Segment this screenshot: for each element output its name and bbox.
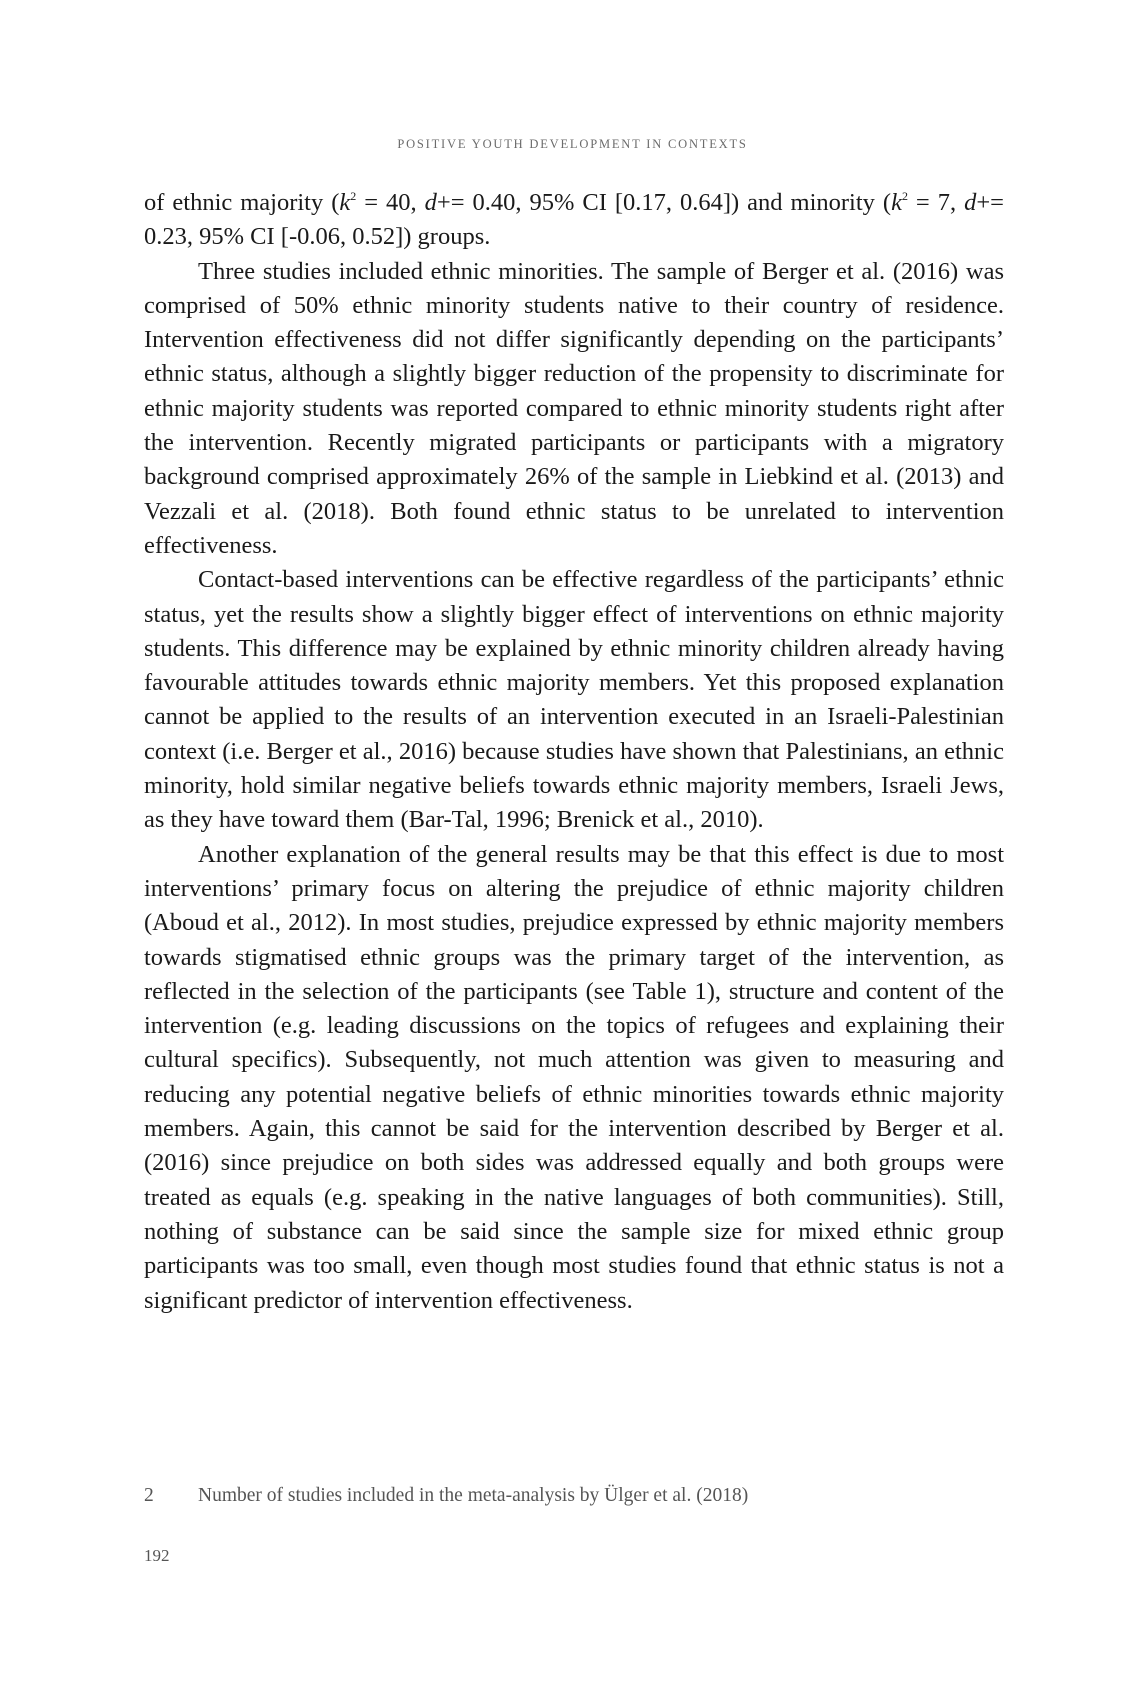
page-number: 192 [144, 1546, 170, 1565]
footnote-ref: 2 [350, 188, 357, 203]
text-fragment: = 40, [356, 189, 425, 216]
text-fragment: = 7, [907, 189, 965, 216]
d-symbol: d [964, 189, 977, 216]
paragraph: Three studies included ethnic minorities. The sample of Berger et al. (2016) was comprised of 50% ethnic minority students native to their country of residence. Intervention effectiveness did not differ significantly depending on the participants’ ethnic status, although a slightly bigger reduction of the propensity to discriminate for ethnic majority students was reported compared to ethnic minority students right after the intervention. Recently migrated participants or participants with a migratory background comprised approximately 26% of the sample in Liebkind et al. (2013) and Vezzali et al. (2018). Both found ethnic status to be unrelated to intervention effectiveness. [144, 257, 1004, 559]
paragraph: Another explanation of the general results may be that this effect is due to most interventions’ primary focus on altering the prejudice of ethnic majority children (Aboud et al., 2012). In most studies, prejudice expressed by ethnic majority members towards stigmatised ethnic groups was the primary target of the intervention, as reflected in the selection of the participants (see Table 1), structure and content of the intervention (e.g. leading discussions on the topics of refugees and explaining their cultural specifics). Subsequently, not much attention was given to measuring and reducing any potential negative beliefs of ethnic minorities towards ethnic majority members. Again, this cannot be said for the intervention described by Berger et al. (2016) since prejudice on both sides was addressed equally and both groups were treated as equals (e.g. speaking in the native languages of both communities). Still, nothing of substance can be said since the sample size for mixed ethnic group participants was too small, even though most studies found that ethnic status is not a significant predictor of intervention effectiveness. [144, 840, 1004, 1314]
footnote [144, 1483, 1004, 1509]
paragraph: Contact-based interventions can be effective regardless of the participants’ ethnic status, yet the results show a slightly bigger effect of interventions on ethnic majority students. This difference may be explained by ethnic minority children already having favourable attitudes towards ethnic majority members. Yet this proposed explanation cannot be applied to the results of an intervention executed in an Israeli-Palestinian context (i.e. Berger et al., 2016) because studies have shown that Palestinians, an ethnic minority, hold similar negative beliefs towards ethnic majority members, Israeli Jews, as they have toward them (Bar-Tal, 1996; Brenick et al., 2010). [144, 566, 1004, 834]
paragraph-continued [144, 186, 1004, 255]
body-text [144, 186, 1004, 1318]
k-symbol: k [891, 189, 902, 216]
running-head: POSITIVE YOUTH DEVELOPMENT IN CONTEXTS [397, 137, 748, 151]
text-fragment: of ethnic majority ( [144, 189, 340, 216]
text-fragment: += 0.40, 95% CI [0.17, 0.64]) and minority ( [436, 189, 892, 216]
d-symbol: d [424, 189, 437, 216]
k-symbol: k [339, 189, 351, 216]
footnote-number: 2 [144, 1485, 154, 1506]
footnote-text: Number of studies included in the meta-analysis by Ülger et al. (2018) [198, 1485, 749, 1506]
footnote-ref: 2 [901, 188, 908, 203]
text-fragment: += 0.23, 95% CI [-0.06, 0.52]) groups. [144, 189, 1004, 251]
